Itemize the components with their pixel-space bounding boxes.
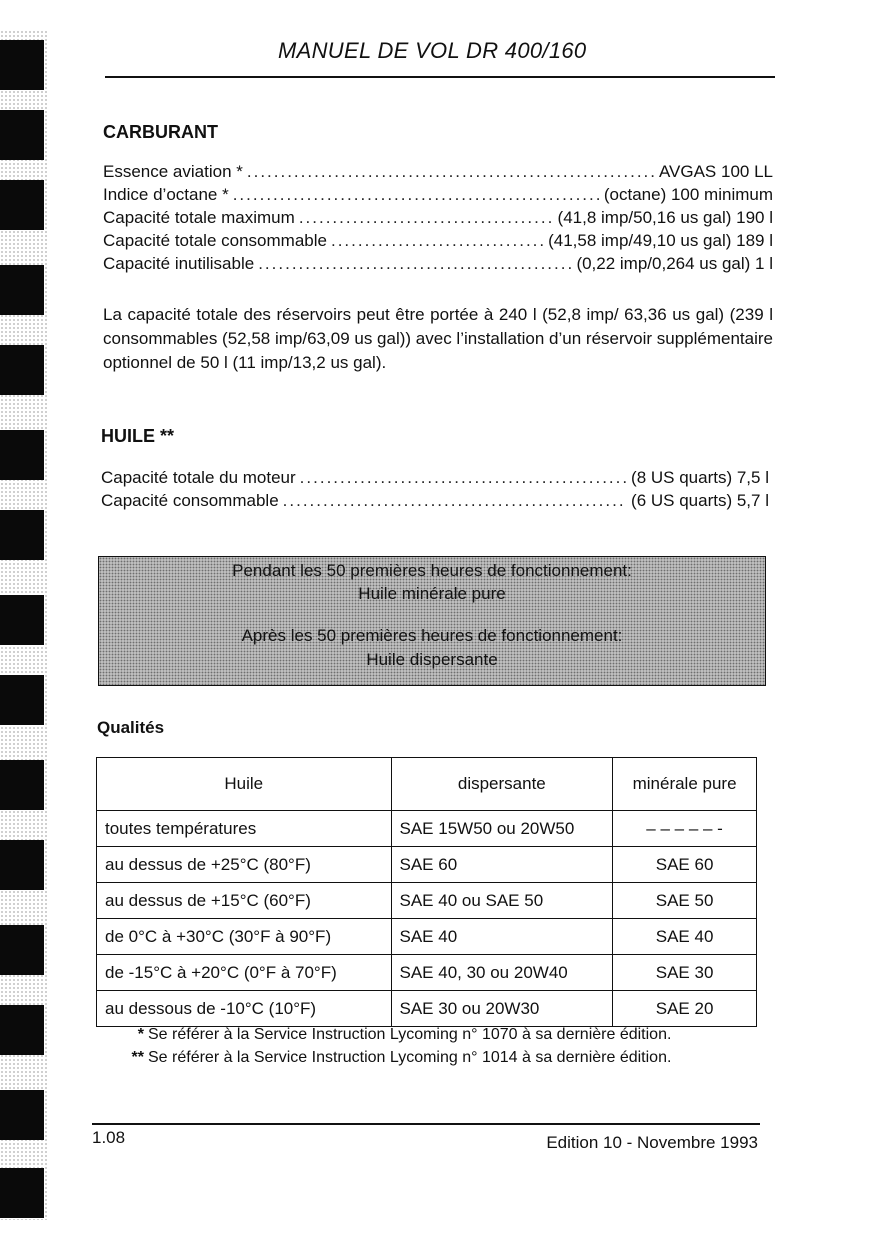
table-cell: SAE 40 — [613, 919, 757, 955]
leader-dots — [299, 208, 554, 228]
huile-title: HUILE ** — [101, 426, 175, 446]
carburant-spec-list — [103, 162, 773, 277]
table-row — [97, 811, 757, 847]
table-row — [97, 919, 757, 955]
spec-label: Capacité totale maximum — [103, 208, 295, 227]
table-cell: au dessus de +15°C (60°F) — [97, 883, 392, 919]
page-header-title: MANUEL DE VOL DR 400/160 — [278, 38, 587, 63]
spec-row — [101, 468, 769, 491]
binding-hole — [0, 430, 44, 480]
table-cell: – – – – – - — [613, 811, 757, 847]
table-cell: SAE 40 ou SAE 50 — [391, 883, 613, 919]
spec-row — [103, 185, 773, 208]
spec-row — [103, 231, 773, 254]
spec-label: Essence aviation * — [103, 162, 243, 181]
column-header: Huile — [97, 758, 392, 811]
column-header: minérale pure — [613, 758, 757, 811]
table-row — [97, 847, 757, 883]
leader-dots — [283, 491, 627, 511]
spec-value: (6 US quarts) 5,7 l — [631, 491, 769, 510]
footnote-mark: * — [137, 1026, 144, 1043]
edition-label: Edition 10 - Novembre 1993 — [546, 1133, 758, 1152]
footnote-text: Se référer à la Service Instruction Lycoming n° 1070 à sa dernière édition. — [148, 1026, 672, 1043]
spec-label: Capacité inutilisable — [103, 254, 255, 273]
table-cell: SAE 30 — [613, 955, 757, 991]
spec-row — [103, 254, 773, 277]
binding-hole — [0, 510, 44, 560]
binding-hole — [0, 110, 44, 160]
footer-rule — [92, 1123, 760, 1125]
table-cell: SAE 60 — [613, 847, 757, 883]
leader-dots — [247, 162, 655, 182]
binding-hole — [0, 760, 44, 810]
table-cell: SAE 40, 30 ou 20W40 — [391, 955, 613, 991]
binding-hole — [0, 1090, 44, 1140]
table-cell: toutes températures — [97, 811, 392, 847]
binding-hole — [0, 840, 44, 890]
note-line: Huile minérale pure — [358, 584, 506, 603]
binding-hole — [0, 595, 44, 645]
table-row — [97, 883, 757, 919]
spec-row — [103, 208, 773, 231]
spec-label: Indice d’octane * — [103, 185, 229, 204]
binding-hole — [0, 1005, 44, 1055]
leader-dots — [233, 185, 600, 205]
table-cell: SAE 15W50 ou 20W50 — [391, 811, 613, 847]
spec-value: (8 US quarts) 7,5 l — [631, 468, 769, 487]
binding-hole — [0, 925, 44, 975]
binding-hole — [0, 40, 44, 90]
spec-row — [103, 162, 773, 185]
binding-hole — [0, 180, 44, 230]
table-cell: au dessous de -10°C (10°F) — [97, 991, 392, 1027]
footnote — [118, 1049, 671, 1072]
table-cell: au dessus de +25°C (80°F) — [97, 847, 392, 883]
spec-value: (41,8 imp/50,16 us gal) 190 l — [557, 208, 773, 227]
note-line: Pendant les 50 premières heures de fonctionnement: — [232, 561, 632, 580]
table-row — [97, 991, 757, 1027]
table-cell: SAE 30 ou 20W30 — [391, 991, 613, 1027]
footnote-mark: ** — [131, 1049, 144, 1066]
table-cell: SAE 40 — [391, 919, 613, 955]
footnote-text: Se référer à la Service Instruction Lycoming n° 1014 à sa dernière édition. — [148, 1049, 672, 1066]
leader-dots — [300, 468, 627, 488]
spec-row — [101, 491, 769, 514]
spec-value: (0,22 imp/0,264 us gal) 1 l — [576, 254, 773, 273]
binding-hole — [0, 265, 44, 315]
carburant-title: CARBURANT — [103, 122, 218, 142]
spec-value: AVGAS 100 LL — [658, 162, 773, 181]
page-number: 1.08 — [92, 1128, 126, 1147]
binding-hole — [0, 675, 44, 725]
oil-grades-table — [96, 757, 757, 1027]
table-cell: SAE 20 — [613, 991, 757, 1027]
carburant-paragraph: La capacité totale des réservoirs peut être portée à 240 l (52,8 imp/ 63,36 us gal) (239 l consommables (52,58 imp/63,09 us gal)) avec l’installation d’un réservoir supplémentaire optionnel de 50 l (11 imp/13,2 us gal). — [103, 305, 773, 372]
footnotes — [118, 1026, 671, 1072]
table-cell: de 0°C à +30°C (30°F à 90°F) — [97, 919, 392, 955]
footnote — [118, 1026, 671, 1049]
table-row — [97, 955, 757, 991]
table-cell: SAE 60 — [391, 847, 613, 883]
table-header-row — [97, 758, 757, 811]
oil-note-box — [98, 556, 766, 686]
table-cell: SAE 50 — [613, 883, 757, 919]
spec-label: Capacité consommable — [101, 491, 279, 510]
spec-label: Capacité totale consommable — [103, 231, 327, 250]
huile-spec-list — [101, 468, 769, 514]
leader-dots — [331, 231, 544, 251]
spec-value: (octane) 100 minimum — [603, 185, 773, 204]
binding-hole — [0, 1168, 44, 1218]
table-cell: de -15°C à +20°C (0°F à 70°F) — [97, 955, 392, 991]
column-header: dispersante — [391, 758, 613, 811]
spec-value: (41,58 imp/49,10 us gal) 189 l — [548, 231, 773, 250]
binding-hole — [0, 345, 44, 395]
spec-label: Capacité totale du moteur — [101, 468, 296, 487]
leader-dots — [258, 254, 572, 274]
note-line: Après les 50 premières heures de fonctionnement: — [241, 626, 623, 645]
note-line: Huile dispersante — [366, 650, 498, 669]
header-rule — [105, 76, 775, 78]
qualites-title: Qualités — [97, 718, 165, 737]
